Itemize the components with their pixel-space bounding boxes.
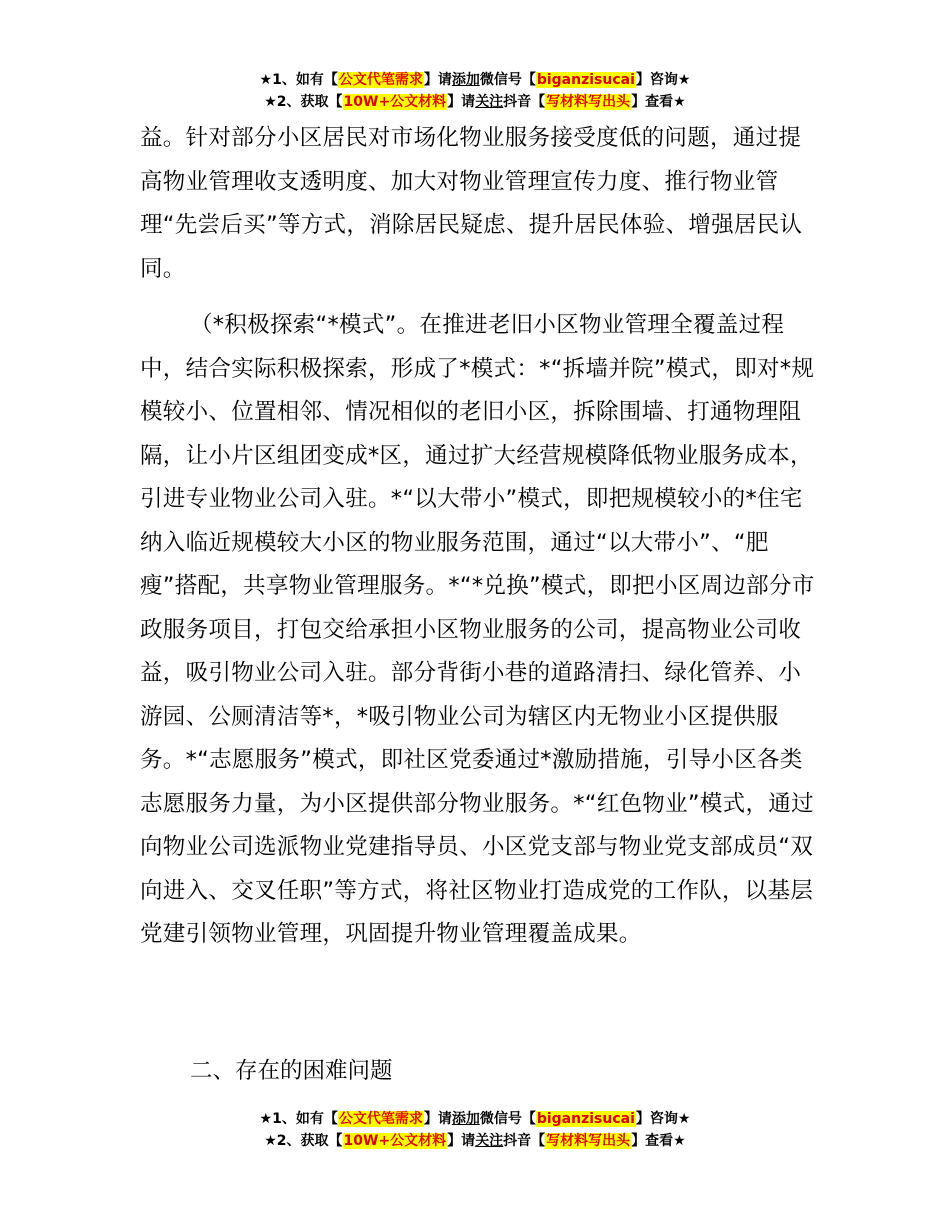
paragraph-1: 益。针对部分小区居民对市场化物业服务接受度低的问题，通过提高物业管理收支透明度、加大对物业管理宣传力度、推行物业管理“先尝后买”等方式，消除居民疑虑、提升居民体验、增强居民认同。 — [140, 125, 803, 282]
section-heading: 二、存在的困难问题 — [190, 1058, 393, 1084]
banner-text: 】请 — [423, 72, 452, 88]
banner-underlined: 关注 — [475, 1133, 504, 1149]
banner-text: ★2、获取【 — [264, 1133, 343, 1149]
banner-text: 】咨询★ — [635, 72, 691, 88]
banner-highlight: 写材料写出头 — [546, 94, 631, 110]
banner-highlight: 公文代笔需求 — [338, 72, 423, 88]
banner-text: 】请 — [423, 1111, 452, 1127]
banner-highlight: 10W+公文材料 — [343, 94, 447, 110]
document-body — [140, 117, 820, 291]
banner-line-2 — [0, 91, 950, 113]
banner-text: 】请 — [447, 1133, 476, 1149]
header-banner — [0, 69, 950, 113]
banner-underlined: 关注 — [475, 94, 504, 110]
banner-underlined: 添加 — [451, 72, 480, 88]
banner-line-2 — [0, 1130, 950, 1152]
banner-text: 微信号【 — [479, 72, 536, 88]
document-body-2 — [140, 304, 820, 957]
banner-highlight: 10W+公文材料 — [343, 1133, 447, 1149]
banner-text: 】查看★ — [631, 94, 686, 110]
banner-line-1 — [0, 69, 950, 91]
banner-highlight: biganzisucai — [536, 1111, 635, 1127]
banner-text: 】查看★ — [631, 1133, 686, 1149]
banner-underlined: 添加 — [451, 1111, 480, 1127]
banner-text: 微信号【 — [479, 1111, 536, 1127]
footer-banner — [0, 1108, 950, 1152]
banner-highlight: 公文代笔需求 — [338, 1111, 423, 1127]
banner-text: ★2、获取【 — [264, 94, 343, 110]
banner-highlight: biganzisucai — [536, 72, 635, 88]
banner-text: ★1、如有【 — [259, 1111, 338, 1127]
banner-text: 】请 — [447, 94, 476, 110]
banner-text: 】咨询★ — [635, 1111, 691, 1127]
banner-highlight: 写材料写出头 — [546, 1133, 631, 1149]
banner-line-1 — [0, 1108, 950, 1130]
paragraph-2: （*积极探索“*模式”。在推进老旧小区物业管理全覆盖过程中，结合实际积极探索，形成了*模式：*“拆墙并院”模式，即对*规模较小、位置相邻、情况相似的老旧小区，拆除围墙、打通物理阻隔，让小片区组团变成*区，通过扩大经营规模降低物业服务成本，引进专业物业公司入驻。*“以大带小”模式，即把规模较小的*住宅纳入临近规模较大小区的物业服务范围，通过“以大带小”、“肥瘦”搭配，共享物业管理服务。*“*兑换”模式，即把小区周边部分市政服务项目，打包交给承担小区物业服务的公司，提高物业公司收益，吸引物业公司入驻。部分背街小巷的道路清扫、绿化管养、小游园、公厕清洁等*，*吸引物业公司为辖区内无物业小区提供服务。*“志愿服务”模式，即社区党委通过*激励措施，引导小区各类志愿服务力量，为小区提供部分物业服务。*“红色物业”模式，通过向物业公司选派物业党建指导员、小区党支部与物业党支部成员“双向进入、交叉任职”等方式，将社区物业打造成党的工作队，以基层党建引领物业管理，巩固提升物业管理覆盖成果。 — [140, 312, 815, 947]
banner-text: 抖音【 — [503, 94, 546, 110]
banner-text: ★1、如有【 — [259, 72, 338, 88]
banner-text: 抖音【 — [503, 1133, 546, 1149]
